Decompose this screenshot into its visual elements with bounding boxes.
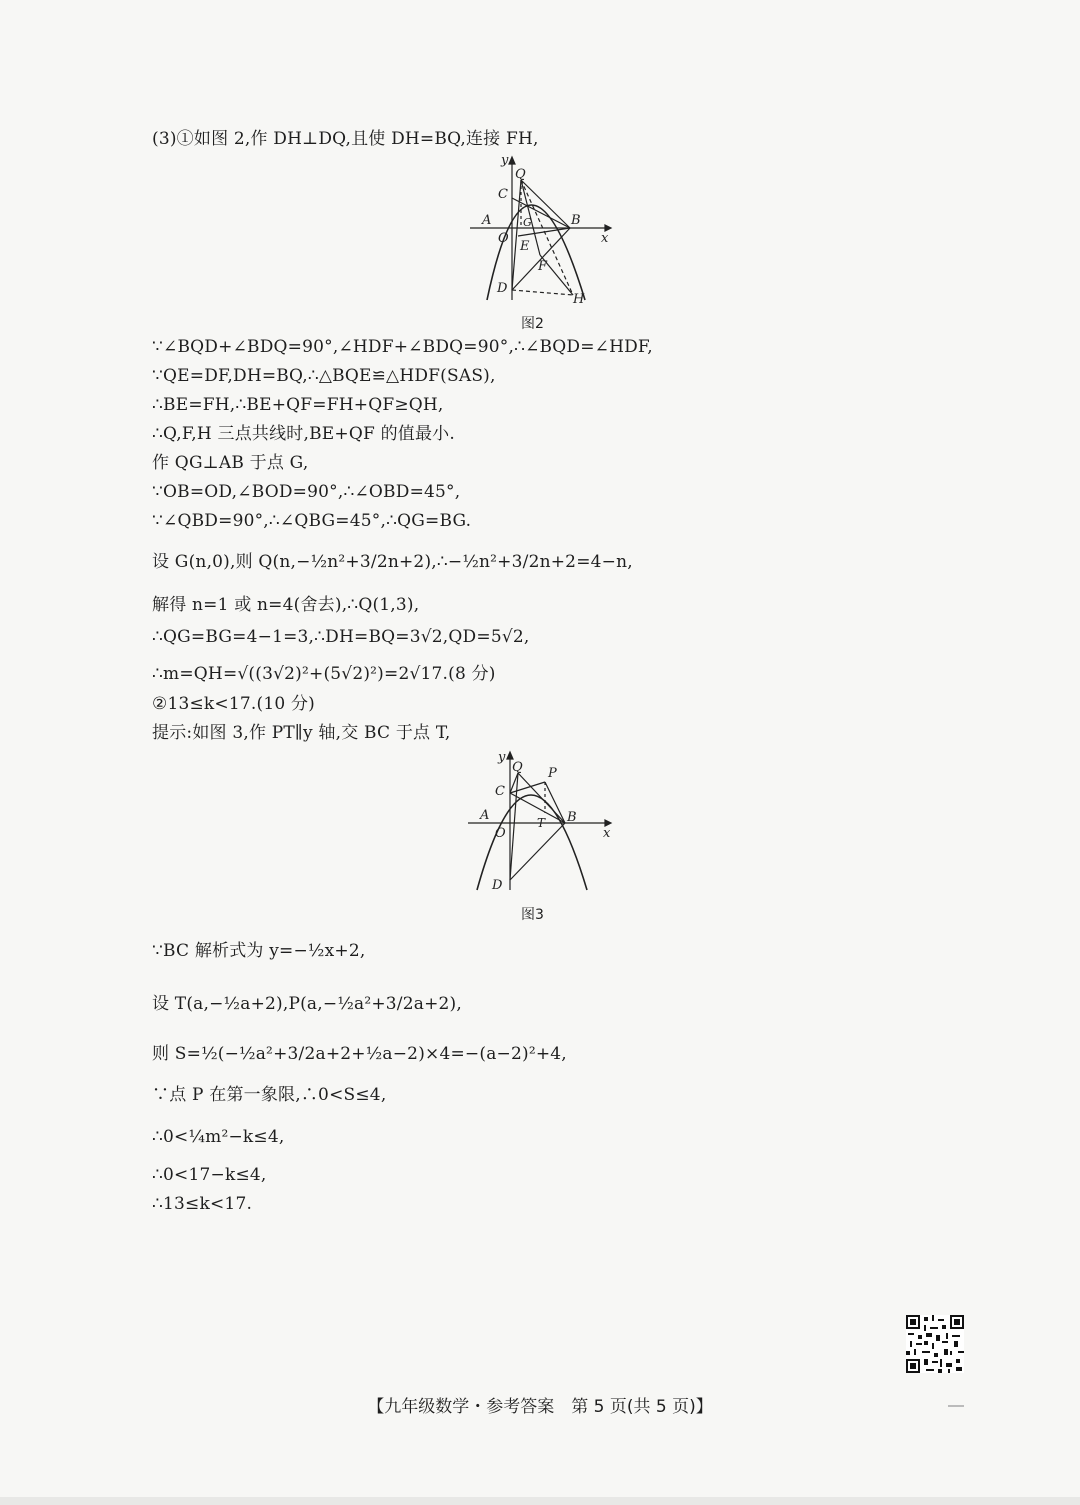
solution-line: ②13≤k<17.(10 分) — [152, 694, 315, 714]
solution-line: ∵∠BQD+∠BDQ=90°,∠HDF+∠BDQ=90°,∴∠BQD=∠HDF, — [152, 337, 653, 357]
solution-line: 解得 n=1 或 n=4(舍去),∴Q(1,3), — [152, 595, 420, 615]
solution-line: 则 S=½(−½a²+3/2a+2+½a−2)×4=−(a−2)²+4, — [152, 1044, 567, 1064]
solution-line: 设 T(a,−½a+2),P(a,−½a²+3/2a+2), — [152, 994, 462, 1014]
solution-line: 设 G(n,0),则 Q(n,−½n²+3/2n+2),∴−½n²+3/2n+2=4−n, — [152, 552, 633, 572]
figure-2-caption: 图2 — [521, 316, 544, 332]
solution-line: ∵QE=DF,DH=BQ,∴△BQE≌△HDF(SAS), — [152, 366, 496, 386]
solution-line: ∴13≤k<17. — [152, 1194, 253, 1214]
y-arrow — [507, 752, 513, 759]
figure-2 — [465, 150, 615, 310]
label-F: F — [538, 259, 548, 274]
figure-3 — [465, 745, 615, 895]
solution-line: ∴0<¼m²−k≤4, — [152, 1127, 285, 1147]
label-D: D — [492, 878, 503, 893]
segment-PB — [545, 782, 565, 823]
label-A: A — [480, 808, 490, 823]
label-O: O — [498, 231, 509, 246]
solution-line: 作 QG⊥AB 于点 G, — [152, 453, 309, 473]
solution-line: ∵OB=OD,∠BOD=90°,∴∠OBD=45°, — [152, 482, 461, 502]
label-O: O — [495, 826, 506, 841]
label-D: D — [497, 281, 508, 296]
solution-line: ∵点 P 在第一象限,∴0<S≤4, — [152, 1085, 387, 1105]
page-footer: 【九年级数学・参考答案 第 5 页(共 5 页)】 — [367, 1397, 713, 1417]
solution-line: ∴m=QH=√((3√2)²+(5√2)²)=2√17.(8 分) — [152, 664, 496, 684]
segment-DB — [510, 823, 565, 880]
solution-line: ∴Q,F,H 三点共线时,BE+QF 的值最小. — [152, 424, 455, 444]
label-B: B — [567, 810, 577, 825]
label-T: T — [537, 816, 546, 830]
label-A: A — [482, 213, 492, 228]
label-C: C — [498, 187, 508, 202]
figure-3-caption: 图3 — [521, 907, 544, 923]
segment-DH — [512, 290, 573, 295]
label-H: H — [573, 292, 585, 307]
label-C: C — [495, 784, 505, 799]
solution-line: ∵BC 解析式为 y=−½x+2, — [152, 941, 366, 961]
figure-3-diagram — [465, 745, 615, 895]
segment-QD — [512, 180, 521, 290]
scan-mark — [948, 1405, 964, 1407]
label-B: B — [571, 213, 581, 228]
segment-QH — [521, 180, 573, 295]
page-edge — [0, 1497, 1080, 1505]
label-Q: Q — [515, 167, 526, 182]
qr-code[interactable] — [906, 1315, 964, 1373]
solution-line: ∴BE=FH,∴BE+QF=FH+QF≥QH, — [152, 395, 444, 415]
figure-2-diagram — [465, 150, 615, 310]
label-G: G — [523, 216, 532, 229]
solution-line: ∵∠QBD=90°,∴∠QBG=45°,∴QG=BG. — [152, 511, 472, 531]
y-arrow — [509, 157, 515, 164]
solution-line: (3)①如图 2,作 DH⊥DQ,且使 DH=BQ,连接 FH, — [152, 129, 539, 149]
label-x: x — [601, 231, 609, 246]
label-y: y — [498, 750, 506, 765]
label-Q: Q — [512, 760, 523, 775]
solution-line: ∴0<17−k≤4, — [152, 1165, 267, 1185]
label-E: E — [520, 239, 530, 254]
solution-line: ∴QG=BG=4−1=3,∴DH=BQ=3√2,QD=5√2, — [152, 627, 530, 647]
label-P: P — [548, 766, 557, 781]
label-y: y — [501, 153, 509, 168]
label-x: x — [603, 826, 611, 841]
solution-line: 提示:如图 3,作 PT∥y 轴,交 BC 于点 T, — [152, 723, 451, 743]
